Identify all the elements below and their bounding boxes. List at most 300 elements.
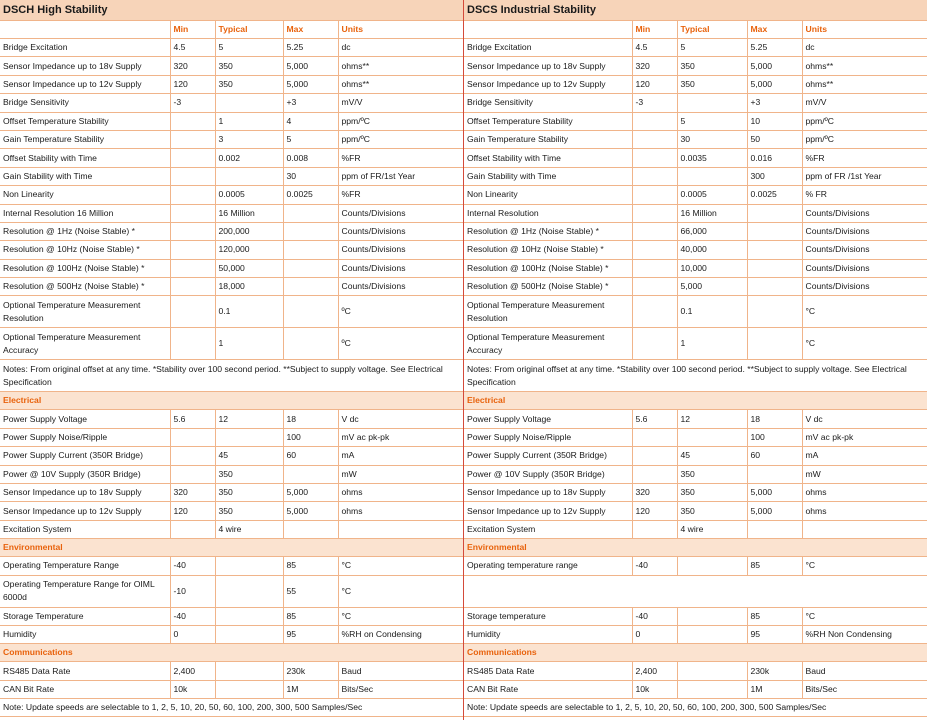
table-title-row <box>0 0 463 21</box>
typical-cell: 45 <box>677 447 747 465</box>
table-row <box>0 241 463 259</box>
typical-cell: 50,000 <box>215 259 283 277</box>
parameter-cell: Operating Temperature Range for OIML 6000d <box>0 575 170 607</box>
min-cell <box>632 428 677 446</box>
table-row <box>0 222 463 240</box>
units-cell: ohms** <box>802 57 927 75</box>
table-row <box>0 94 463 112</box>
typical-cell: 350 <box>215 75 283 93</box>
min-cell <box>170 296 215 328</box>
table-row <box>0 204 463 222</box>
table-row <box>0 607 463 625</box>
typical-cell <box>215 428 283 446</box>
min-cell <box>170 259 215 277</box>
min-cell <box>170 328 215 360</box>
units-cell: mA <box>802 447 927 465</box>
min-cell <box>632 130 677 148</box>
typical-cell: 350 <box>215 502 283 520</box>
min-cell: 120 <box>170 75 215 93</box>
min-cell: -40 <box>632 557 677 575</box>
parameter-cell: RS485 Data Rate <box>464 662 632 680</box>
units-cell: ppm/ºC <box>802 130 927 148</box>
typical-cell <box>215 167 283 185</box>
units-cell: ppm of FR/1st Year <box>338 167 463 185</box>
typical-cell <box>677 662 747 680</box>
table-row <box>464 112 927 130</box>
units-cell: ppm/ºC <box>802 112 927 130</box>
parameter-cell: Operating temperature range <box>464 557 632 575</box>
min-cell: 0 <box>632 625 677 643</box>
table-row <box>0 328 463 360</box>
table-row <box>0 428 463 446</box>
column-header: Max <box>283 21 338 39</box>
units-cell: °C <box>338 557 463 575</box>
units-cell: Counts/Divisions <box>802 241 927 259</box>
table-title: DSCS Industrial Stability <box>464 0 927 21</box>
max-cell: 1M <box>747 680 802 698</box>
note-text: Note: Update speeds are selectable to 1, 2, 5, 10, 20, 50, 60, 100, 200, 300, 500 Samples/Sec <box>464 699 927 717</box>
units-cell: ºC <box>338 328 463 360</box>
units-cell: % FR <box>802 186 927 204</box>
typical-cell: 120,000 <box>215 241 283 259</box>
parameter-cell: Sensor Impedance up to 18v Supply <box>464 484 632 502</box>
table-row <box>0 259 463 277</box>
parameter-cell: Power Supply Noise/Ripple <box>0 428 170 446</box>
typical-cell: 350 <box>677 57 747 75</box>
typical-cell: 350 <box>677 465 747 483</box>
units-cell: %FR <box>338 186 463 204</box>
parameter-cell: Optional Temperature Measurement Accuracy <box>0 328 170 360</box>
parameter-cell: Sensor Impedance up to 18v Supply <box>0 57 170 75</box>
min-cell: 2,400 <box>632 662 677 680</box>
note-text: Notes: From original offset at any time. *Stability over 100 second period. **Subject to supply voltage. See Electrical Specification <box>464 360 927 392</box>
parameter-cell: Offset Stability with Time <box>464 149 632 167</box>
max-cell: 5 <box>283 130 338 148</box>
table-row <box>464 39 927 57</box>
units-cell: °C <box>338 575 463 607</box>
parameter-cell: Humidity <box>464 625 632 643</box>
parameter-cell: Non Linearity <box>464 186 632 204</box>
typical-cell: 350 <box>677 75 747 93</box>
section-header-row <box>464 392 927 410</box>
parameter-cell: Gain Temperature Stability <box>464 130 632 148</box>
typical-cell: 40,000 <box>677 241 747 259</box>
max-cell: 50 <box>747 130 802 148</box>
min-cell <box>170 278 215 296</box>
typical-cell: 0.1 <box>677 296 747 328</box>
max-cell: 100 <box>283 428 338 446</box>
max-cell: 60 <box>283 447 338 465</box>
max-cell <box>283 259 338 277</box>
units-cell: ohms <box>338 484 463 502</box>
min-cell <box>632 186 677 204</box>
parameter-cell: Sensor Impedance up to 12v Supply <box>464 75 632 93</box>
units-cell: ohms** <box>802 75 927 93</box>
units-cell: mV ac pk-pk <box>338 428 463 446</box>
parameter-cell: Operating Temperature Range <box>0 557 170 575</box>
units-cell: mA <box>338 447 463 465</box>
units-cell: Counts/Divisions <box>338 259 463 277</box>
typical-cell <box>215 625 283 643</box>
min-cell <box>632 222 677 240</box>
dscs-panel <box>463 0 927 720</box>
table-row <box>464 428 927 446</box>
table-row <box>464 204 927 222</box>
typical-cell <box>677 680 747 698</box>
units-cell: ohms <box>802 502 927 520</box>
units-cell: Bits/Sec <box>338 680 463 698</box>
min-cell <box>632 447 677 465</box>
table-row <box>464 447 927 465</box>
parameter-cell: RS485 Data Rate <box>0 662 170 680</box>
typical-cell: 1 <box>215 328 283 360</box>
parameter-cell: Gain Temperature Stability <box>0 130 170 148</box>
typical-cell: 0.0005 <box>215 186 283 204</box>
typical-cell: 350 <box>677 484 747 502</box>
parameter-cell: Internal Resolution 16 Million <box>0 204 170 222</box>
max-cell: 5,000 <box>747 75 802 93</box>
max-cell: 5,000 <box>747 484 802 502</box>
typical-cell: 350 <box>215 484 283 502</box>
column-header-row <box>0 21 463 39</box>
min-cell <box>632 204 677 222</box>
min-cell: -3 <box>632 94 677 112</box>
units-cell: dc <box>338 39 463 57</box>
typical-cell <box>215 575 283 607</box>
units-cell: ohms <box>802 484 927 502</box>
max-cell <box>747 204 802 222</box>
min-cell <box>632 112 677 130</box>
parameter-cell: Resolution @ 500Hz (Noise Stable) * <box>464 278 632 296</box>
section-header: Communications <box>0 644 463 662</box>
min-cell <box>632 296 677 328</box>
table-row <box>464 625 927 643</box>
note-text: Notes: From original offset at any time. *Stability over 100 second period. **Subject to supply voltage. See Electrical Specification <box>0 360 463 392</box>
table-row <box>0 296 463 328</box>
max-cell: 85 <box>283 557 338 575</box>
max-cell: 0.008 <box>283 149 338 167</box>
max-cell: +3 <box>747 94 802 112</box>
max-cell: 85 <box>747 557 802 575</box>
section-header-row <box>464 644 927 662</box>
column-header: Min <box>632 21 677 39</box>
table-row <box>464 130 927 148</box>
parameter-cell: Storage temperature <box>464 607 632 625</box>
table-row <box>0 575 463 607</box>
parameter-cell: Sensor Impedance up to 12v Supply <box>464 502 632 520</box>
typical-cell <box>677 428 747 446</box>
note-text: Note: Update speeds are selectable to 1, 2, 5, 10, 20, 50, 60, 100, 200, 300, 500 Samples/Sec <box>0 699 463 717</box>
table-row <box>464 57 927 75</box>
typical-cell: 16 Million <box>677 204 747 222</box>
units-cell: ºC <box>338 296 463 328</box>
units-cell: Counts/Divisions <box>802 204 927 222</box>
table-row <box>0 130 463 148</box>
units-cell: ohms** <box>338 57 463 75</box>
parameter-cell: Humidity <box>0 625 170 643</box>
max-cell <box>283 278 338 296</box>
units-cell: mV/V <box>338 94 463 112</box>
units-cell: mV ac pk-pk <box>802 428 927 446</box>
parameter-cell: Storage Temperature <box>0 607 170 625</box>
note-row <box>0 360 463 392</box>
parameter-cell: Bridge Excitation <box>0 39 170 57</box>
max-cell: 85 <box>283 607 338 625</box>
max-cell: 10 <box>747 112 802 130</box>
typical-cell: 5 <box>215 39 283 57</box>
max-cell: 85 <box>747 607 802 625</box>
max-cell: 230k <box>283 662 338 680</box>
min-cell: 2,400 <box>170 662 215 680</box>
min-cell <box>632 167 677 185</box>
footnote-row <box>464 699 927 717</box>
units-cell: °C <box>338 607 463 625</box>
units-cell: ppm/ºC <box>338 112 463 130</box>
typical-cell <box>215 607 283 625</box>
parameter-cell: Internal Resolution <box>464 204 632 222</box>
section-header-row <box>464 539 927 557</box>
max-cell: 5,000 <box>283 502 338 520</box>
typical-cell: 5 <box>677 112 747 130</box>
typical-cell: 12 <box>215 410 283 428</box>
min-cell: 320 <box>632 57 677 75</box>
table-row <box>0 502 463 520</box>
table-row <box>464 557 927 575</box>
table-row <box>464 607 927 625</box>
table-row <box>0 680 463 698</box>
column-header: Min <box>170 21 215 39</box>
min-cell <box>632 328 677 360</box>
parameter-cell: Gain Stability with Time <box>0 167 170 185</box>
max-cell <box>283 520 338 538</box>
table-row <box>464 296 927 328</box>
min-cell: 120 <box>170 502 215 520</box>
min-cell: -40 <box>170 557 215 575</box>
table-row <box>0 149 463 167</box>
max-cell <box>747 241 802 259</box>
units-cell: mV/V <box>802 94 927 112</box>
min-cell <box>170 241 215 259</box>
max-cell: 5,000 <box>283 484 338 502</box>
max-cell <box>747 296 802 328</box>
min-cell <box>170 112 215 130</box>
table-row <box>464 278 927 296</box>
min-cell: 4.5 <box>170 39 215 57</box>
dsch-spec-table <box>0 0 463 717</box>
table-row <box>464 241 927 259</box>
table-row <box>0 186 463 204</box>
units-cell: %FR <box>802 149 927 167</box>
typical-cell: 10,000 <box>677 259 747 277</box>
typical-cell: 18,000 <box>215 278 283 296</box>
table-row <box>464 94 927 112</box>
max-cell <box>283 296 338 328</box>
typical-cell: 350 <box>677 502 747 520</box>
min-cell: -3 <box>170 94 215 112</box>
parameter-cell: Optional Temperature Measurement Accuracy <box>464 328 632 360</box>
typical-cell: 5 <box>677 39 747 57</box>
max-cell: 0.0025 <box>283 186 338 204</box>
max-cell: 18 <box>283 410 338 428</box>
typical-cell <box>677 167 747 185</box>
units-cell: V dc <box>802 410 927 428</box>
parameter-cell: Power Supply Current (350R Bridge) <box>464 447 632 465</box>
units-cell: Baud <box>802 662 927 680</box>
typical-cell: 0.0035 <box>677 149 747 167</box>
max-cell <box>747 328 802 360</box>
min-cell: 320 <box>170 57 215 75</box>
table-title-row <box>464 0 927 21</box>
table-row <box>0 557 463 575</box>
units-cell: ohms <box>338 502 463 520</box>
parameter-cell: Optional Temperature Measurement Resolution <box>0 296 170 328</box>
typical-cell: 1 <box>677 328 747 360</box>
min-cell <box>170 428 215 446</box>
max-cell: 0.0025 <box>747 186 802 204</box>
max-cell: 5.25 <box>283 39 338 57</box>
table-row <box>0 625 463 643</box>
units-cell: %RH on Condensing <box>338 625 463 643</box>
typical-cell <box>677 557 747 575</box>
min-cell <box>632 259 677 277</box>
section-header-row <box>0 392 463 410</box>
min-cell <box>170 186 215 204</box>
dsch-panel <box>0 0 463 720</box>
max-cell: +3 <box>283 94 338 112</box>
parameter-cell: CAN Bit Rate <box>0 680 170 698</box>
min-cell <box>632 465 677 483</box>
parameter-cell: Resolution @ 500Hz (Noise Stable) * <box>0 278 170 296</box>
table-row <box>0 75 463 93</box>
table-row <box>0 520 463 538</box>
units-cell: Counts/Divisions <box>338 222 463 240</box>
min-cell <box>632 520 677 538</box>
column-header: Units <box>338 21 463 39</box>
max-cell <box>747 278 802 296</box>
min-cell: 0 <box>170 625 215 643</box>
table-row <box>0 484 463 502</box>
typical-cell: 66,000 <box>677 222 747 240</box>
max-cell <box>283 222 338 240</box>
section-header: Electrical <box>0 392 463 410</box>
units-cell: ppm of FR /1st Year <box>802 167 927 185</box>
column-header: Typical <box>677 21 747 39</box>
parameter-cell: Optional Temperature Measurement Resolution <box>464 296 632 328</box>
column-header-row <box>464 21 927 39</box>
typical-cell: 350 <box>215 465 283 483</box>
units-cell: mW <box>802 465 927 483</box>
min-cell: 5.6 <box>632 410 677 428</box>
units-cell: Counts/Divisions <box>338 204 463 222</box>
column-header <box>0 21 170 39</box>
parameter-cell: Resolution @ 1Hz (Noise Stable) * <box>464 222 632 240</box>
min-cell <box>170 130 215 148</box>
min-cell <box>170 520 215 538</box>
units-cell: Counts/Divisions <box>802 259 927 277</box>
parameter-cell: Power Supply Voltage <box>464 410 632 428</box>
units-cell: %RH Non Condensing <box>802 625 927 643</box>
max-cell: 5.25 <box>747 39 802 57</box>
parameter-cell: Resolution @ 100Hz (Noise Stable) * <box>0 259 170 277</box>
parameter-cell: Sensor Impedance up to 12v Supply <box>0 75 170 93</box>
max-cell: 300 <box>747 167 802 185</box>
typical-cell: 3 <box>215 130 283 148</box>
table-row <box>464 502 927 520</box>
table-row <box>464 222 927 240</box>
typical-cell: 200,000 <box>215 222 283 240</box>
column-header: Max <box>747 21 802 39</box>
typical-cell: 0.1 <box>215 296 283 328</box>
max-cell: 5,000 <box>283 57 338 75</box>
parameter-cell: Power @ 10V Supply (350R Bridge) <box>0 465 170 483</box>
units-cell: Bits/Sec <box>802 680 927 698</box>
table-row <box>464 520 927 538</box>
table-row <box>0 278 463 296</box>
table-row <box>464 465 927 483</box>
parameter-cell: Power Supply Noise/Ripple <box>464 428 632 446</box>
parameter-cell: Resolution @ 100Hz (Noise Stable) * <box>464 259 632 277</box>
min-cell: 10k <box>170 680 215 698</box>
max-cell: 5,000 <box>283 75 338 93</box>
parameter-cell: Bridge Sensitivity <box>0 94 170 112</box>
units-cell: V dc <box>338 410 463 428</box>
parameter-cell: Resolution @ 10Hz (Noise Stable) * <box>0 241 170 259</box>
max-cell <box>747 520 802 538</box>
section-header: Electrical <box>464 392 927 410</box>
min-cell: 10k <box>632 680 677 698</box>
parameter-cell: Power Supply Voltage <box>0 410 170 428</box>
min-cell: 320 <box>170 484 215 502</box>
max-cell <box>747 222 802 240</box>
table-row <box>464 680 927 698</box>
parameter-cell: Excitation System <box>464 520 632 538</box>
typical-cell: 0.002 <box>215 149 283 167</box>
typical-cell: 45 <box>215 447 283 465</box>
table-row <box>0 662 463 680</box>
units-cell: mW <box>338 465 463 483</box>
max-cell: 4 <box>283 112 338 130</box>
units-cell <box>802 520 927 538</box>
min-cell: 120 <box>632 502 677 520</box>
section-header: Communications <box>464 644 927 662</box>
typical-cell: 1 <box>215 112 283 130</box>
min-cell <box>170 222 215 240</box>
parameter-cell: Resolution @ 10Hz (Noise Stable) * <box>464 241 632 259</box>
max-cell <box>747 465 802 483</box>
parameter-cell: Power Supply Current (350R Bridge) <box>0 447 170 465</box>
min-cell <box>170 204 215 222</box>
table-row <box>0 447 463 465</box>
typical-cell: 0.0005 <box>677 186 747 204</box>
typical-cell: 4 wire <box>215 520 283 538</box>
units-cell: Counts/Divisions <box>338 241 463 259</box>
min-cell <box>632 278 677 296</box>
column-header: Typical <box>215 21 283 39</box>
parameter-cell: Sensor Impedance up to 18v Supply <box>0 484 170 502</box>
min-cell <box>632 149 677 167</box>
table-row <box>464 149 927 167</box>
min-cell <box>170 465 215 483</box>
max-cell <box>283 465 338 483</box>
parameter-cell: Offset Temperature Stability <box>464 112 632 130</box>
table-row <box>464 328 927 360</box>
typical-cell: 4 wire <box>677 520 747 538</box>
typical-cell <box>677 94 747 112</box>
max-cell: 95 <box>747 625 802 643</box>
units-cell: dc <box>802 39 927 57</box>
units-cell: Counts/Divisions <box>338 278 463 296</box>
max-cell: 95 <box>283 625 338 643</box>
